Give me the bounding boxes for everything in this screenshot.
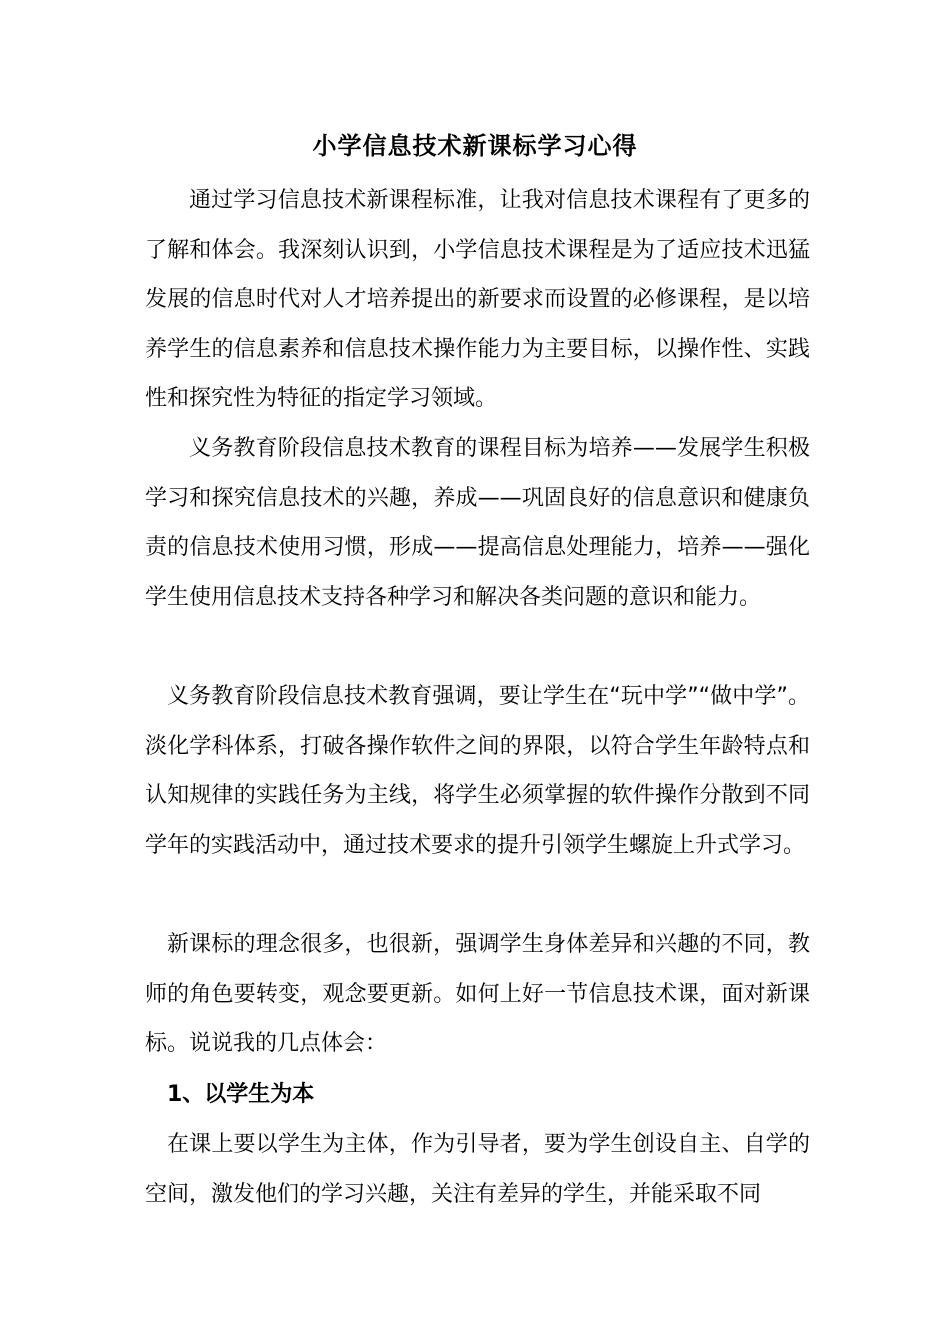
paragraph-1: 通过学习信息技术新课程标准，让我对信息技术课程有了更多的了解和体会。我深刻认识到，小学信息技术课程是为了适应技术迅猛发展的信息时代对人才培养提出的新要求而设置的必修课程，是以培养学生的信息素养和信息技术操作能力为主要目标，以操作性、实践性和探究性为特征的指定学习领域。 — [145, 188, 810, 412]
paragraph-4: 新课标的理念很多，也很新，强调学生身体差异和兴趣的不同，教师的角色要转变，观念要更新。如何上好一节信息技术课，面对新课标。说说我的几点体会： — [145, 932, 810, 1057]
paragraph-3: 义务教育阶段信息技术教育强调，要让学生在“玩中学”“做中学”。淡化学科体系，打破各操作软件之间的界限，以符合学生年龄特点和认知规律的实践任务为主线，将学生必须掌握的软件操作分散到不同学年的实践活动中，通过技术要求的提升引领学生螺旋上升式学习。 — [145, 684, 810, 858]
paragraph-2: 义务教育阶段信息技术教育的课程目标为培养——发展学生积极学习和探究信息技术的兴趣，养成——巩固良好的信息意识和健康负责的信息技术使用习惯，形成——提高信息处理能力，培养——强化学生使用信息技术支持各种学习和解决各类问题的意识和能力。 — [145, 436, 810, 610]
paragraph-5: 在课上要以学生为主体，作为引导者，要为学生创设自主、自学的空间，激发他们的学习兴趣，关注有差异的学生，并能采取不同 — [145, 1132, 810, 1207]
document-title: 小学信息技术新课标学习心得 — [312, 132, 638, 160]
section-heading: 1、以学生为本 — [167, 1082, 315, 1107]
